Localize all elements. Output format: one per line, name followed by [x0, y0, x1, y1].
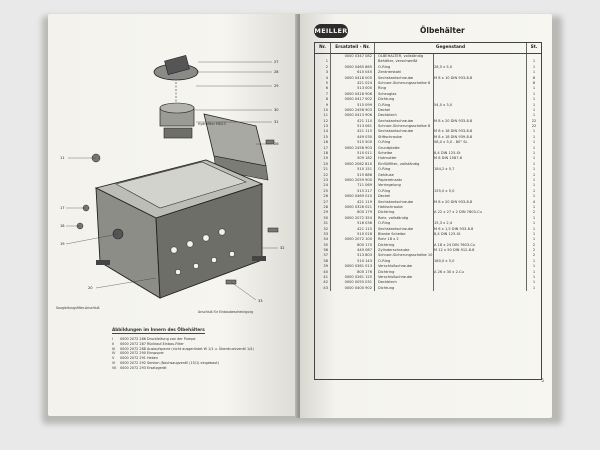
cell-item-nr: 1	[315, 59, 331, 64]
svg-text:17: 17	[60, 206, 65, 210]
cell-quantity: 1	[532, 269, 536, 274]
cell-description	[375, 286, 527, 291]
legend-text: Ersatzgerät	[147, 365, 167, 370]
cell-specification: 58,0 x 3,0 - 80° SL	[434, 140, 468, 145]
cell-specification: M 8 x 18 DIN 933-8.8	[434, 129, 473, 134]
cell-quantity: 1	[532, 59, 536, 64]
cell-quantity: 2	[532, 253, 536, 258]
cell-part-number: 509 182	[331, 156, 375, 161]
cell-specification: M 8 x 18 DIN 939-8.8	[434, 134, 473, 139]
legend-roman: II	[112, 341, 114, 346]
svg-text:20: 20	[88, 286, 93, 290]
cell-part-number: 0000 0465 865	[331, 65, 375, 70]
cell-part-number: 421 110	[331, 119, 375, 124]
svg-text:11: 11	[60, 156, 65, 160]
table-row	[315, 286, 541, 291]
left-page	[48, 14, 298, 416]
cell-part-number: 0000 0417 002	[331, 97, 375, 102]
cell-quantity: 1	[532, 102, 536, 107]
cell-item-nr: 15	[315, 135, 331, 140]
cell-specification: M 6 x 1,5 DIN 933-8.8	[434, 226, 474, 231]
cell-item-nr: 39	[315, 264, 331, 269]
cell-description-text: O-Ring	[378, 259, 434, 264]
right-page	[300, 14, 552, 418]
cell-item-nr: 40	[315, 270, 331, 275]
cell-item-nr: 22	[315, 173, 331, 178]
cell-specification: 8,4 DIN 125-St	[434, 151, 461, 156]
legend-part: 0000 2072 291	[120, 356, 146, 361]
cell-quantity: 1	[532, 140, 536, 145]
legend-part: 0000 2072 287	[120, 341, 146, 346]
legend-text: Druckleitung von der Pumpe	[147, 337, 196, 341]
legend-part: 0000 2072 293	[120, 365, 146, 370]
cell-item-nr: 21	[315, 167, 331, 172]
cell-part-number: 516 036	[331, 221, 375, 226]
cell-quantity: 8	[532, 75, 536, 80]
legend-row	[112, 366, 292, 371]
page-number: 5	[541, 379, 544, 384]
cell-specification: A 26 x 30 x 2-Cu	[434, 269, 464, 274]
cell-quantity: 22	[531, 124, 537, 129]
cell-description-text: Schnorr-Sicherungsscheibe 10	[378, 253, 433, 258]
cell-description-text: O-Ring	[378, 103, 434, 108]
cell-quantity: 1	[532, 188, 536, 193]
cell-part-number: 513 061	[331, 124, 375, 129]
cell-quantity: 4	[532, 199, 536, 204]
cell-quantity: 8	[532, 80, 536, 85]
cell-part-number: 0000 0361 013	[331, 264, 375, 269]
cell-quantity: 1	[532, 258, 536, 263]
cell-part-number: 0000 0416 906	[331, 92, 375, 97]
cell-quantity: 1	[532, 70, 536, 75]
cell-description-text: Ring	[378, 86, 434, 91]
cell-item-nr: 34	[315, 237, 331, 242]
cell-description-text: Einfüllfilter, vollständig	[378, 162, 434, 167]
cell-part-number: 421 115	[331, 227, 375, 232]
legend-roman: VI	[112, 360, 116, 365]
legend-part: 0000 2072 286	[120, 337, 146, 341]
cell-quantity: 1	[532, 129, 536, 134]
cell-item-nr: 24	[315, 183, 331, 188]
cell-item-nr: 30	[315, 216, 331, 221]
cell-quantity: 1	[532, 97, 536, 102]
cell-quantity: 1	[532, 237, 536, 242]
cell-item-nr: 32	[315, 227, 331, 232]
cell-description-text: Dichtring	[378, 270, 434, 275]
cell-specification: M 8 DIN 1587-6	[434, 156, 463, 161]
cell-description-text: Schnorr-Sicherungsscheibe 8	[378, 81, 434, 86]
cell-part-number: 800 170	[331, 243, 375, 248]
cell-specification: M 8 x 20 DIN 933-8.8	[434, 118, 473, 123]
cell-description-text: Scheibe	[378, 151, 434, 156]
cell-description-text: Grundplatte	[378, 146, 434, 151]
cell-description-text: Stiftschraube	[378, 135, 434, 140]
cell-description-text: Verschlußschraube	[378, 275, 434, 280]
legend-roman: III	[112, 346, 115, 351]
svg-text:32: 32	[280, 246, 285, 250]
cell-item-nr: 19	[315, 156, 331, 161]
cell-quantity: 1	[532, 280, 536, 285]
legend-text: Senken (Nachsaugventil (15/1) eingebaut)	[147, 360, 219, 365]
cell-part-number: 0000 0400 902	[331, 286, 375, 291]
cell-description-text: Sechskantschraube	[378, 200, 434, 205]
cell-quantity: 2	[532, 248, 536, 253]
cell-specification: 184,2 x 5,7	[434, 167, 455, 172]
cell-description-text: Deckel	[378, 194, 434, 199]
cell-quantity: 1	[532, 194, 536, 199]
cell-part-number: 513 000	[331, 86, 375, 91]
cell-item-nr: 41	[315, 275, 331, 280]
cell-quantity: 1	[532, 264, 536, 269]
cell-part-number: 515 500	[331, 140, 375, 145]
svg-text:28: 28	[274, 70, 279, 74]
cell-part-number: 0000 0055 031	[331, 280, 375, 285]
legend-text: Einspuper	[147, 351, 164, 356]
parts-table	[314, 42, 542, 380]
cell-specification: 180,0 x 5,0	[434, 258, 455, 263]
legend-rows	[112, 337, 292, 371]
cell-item-nr: 35	[315, 243, 331, 248]
cell-quantity: 1	[532, 64, 536, 69]
cell-item-nr: 17	[315, 146, 331, 151]
cell-item-nr: 18	[315, 151, 331, 156]
header-nr: Nr.	[315, 43, 331, 53]
cell-quantity: 1	[532, 275, 536, 280]
cell-item-nr: 11	[315, 113, 331, 118]
cell-part-number: 0000 0326 021	[331, 205, 375, 210]
cell-part-number: 421 119	[331, 200, 375, 205]
cell-item-nr: 29	[315, 210, 331, 215]
cell-part-number: 510 018	[331, 232, 375, 237]
cell-quantity: 1	[532, 177, 536, 182]
cell-quantity: 1	[532, 145, 536, 150]
cell-quantity: 1	[532, 167, 536, 172]
cell-quantity: 1	[532, 134, 536, 139]
cell-specification: M 8 x 20 DIN 933-8.8	[434, 199, 473, 204]
legend-roman: V	[112, 356, 115, 361]
page-title: Ölbehälter	[420, 26, 465, 35]
cell-part-number: 0000 0469 010	[331, 194, 375, 199]
cell-part-number: 513 803	[331, 253, 375, 258]
cell-specification: 28,5 x 5,0	[434, 64, 453, 69]
cell-part-number: 510 011	[331, 151, 375, 156]
cell-specification: M 8 x 10 DIN 933-8.8	[434, 75, 473, 80]
cell-quantity: 1	[532, 161, 536, 166]
legend-part: 0000 2072 292	[120, 360, 146, 365]
cell-quantity: 1	[532, 285, 536, 290]
cell-description-text: Sechskantschraube	[378, 227, 434, 232]
cell-quantity: 1	[532, 107, 536, 112]
svg-text:33: 33	[258, 299, 263, 303]
cell-description-text: Dichtung	[378, 286, 434, 291]
cell-item-nr: 26	[315, 194, 331, 199]
vent-connection-caption: Anschluß für Einbaubescheinigung	[198, 310, 254, 314]
cell-quantity: 2	[532, 210, 536, 215]
svg-text:26: 26	[274, 142, 279, 146]
cell-quantity: 1	[532, 183, 536, 188]
cell-item-nr: 4	[315, 76, 331, 81]
svg-text:30: 30	[274, 108, 279, 112]
cell-item-nr: 10	[315, 108, 331, 113]
cell-description-text: O-Ring	[378, 167, 434, 172]
cell-description-text: Blanke Scheibe	[378, 232, 434, 237]
svg-text:27: 27	[274, 60, 279, 64]
cell-item-nr: 43	[315, 286, 331, 291]
cell-description-text: Hohlschraube	[378, 205, 434, 210]
cell-part-number: 0000 0347 082	[331, 54, 375, 59]
cell-quantity: 1	[532, 113, 536, 118]
cell-description-text: O-Ring	[378, 65, 434, 70]
oil-tank-exploded-drawing	[56, 48, 292, 318]
cell-item-nr: 7	[315, 92, 331, 97]
cell-description-text: Sechskantschraube	[378, 119, 434, 124]
cell-description-text: Gehäuse	[378, 173, 434, 178]
cell-description-text: Schnorr-Sicherungsscheibe 8	[378, 124, 434, 129]
cell-item-nr: 6	[315, 86, 331, 91]
header-part-number: Ersatzteil - Nr.	[331, 43, 375, 53]
cell-quantity: 2	[532, 242, 536, 247]
legend-roman: VII	[112, 365, 117, 370]
cell-item-nr: 8	[315, 97, 331, 102]
cell-part-number: 0000 2072 354	[331, 216, 375, 221]
cell-part-number: 0000 2062 810	[331, 162, 375, 167]
cell-description-text: Behälter, verschweißt	[378, 59, 434, 64]
cell-description-text: Verriegelung	[378, 183, 434, 188]
cell-specification: M 12 x 50 DIN 912-8.8	[434, 248, 475, 253]
cell-specification: A 22 x 27 x 2 DIN 7603-Cu	[434, 210, 482, 215]
cell-item-nr: 9	[315, 103, 331, 108]
cell-description-text: Dichtung	[378, 97, 434, 102]
svg-text:18: 18	[60, 224, 65, 228]
cell-description-text: Papiereinsatz	[378, 178, 434, 183]
cell-quantity: 1	[532, 151, 536, 156]
cell-description-text: O-Ring	[378, 221, 434, 226]
cell-part-number: 0000 2456 903	[331, 108, 375, 113]
cell-part-number: 510 143	[331, 259, 375, 264]
svg-text:31: 31	[274, 120, 279, 124]
cell-quantity: 22	[531, 118, 537, 123]
cell-item-nr: 12	[315, 119, 331, 124]
cell-part-number: 0000 0413 906	[331, 113, 375, 118]
svg-text:19: 19	[60, 242, 65, 246]
cell-item-nr: 25	[315, 189, 331, 194]
cell-part-number: 449 087	[331, 248, 375, 253]
interior-figures-legend	[112, 327, 292, 371]
cell-item-nr: 23	[315, 178, 331, 183]
cell-description-text: Verschlußschraube	[378, 264, 434, 269]
cell-item-nr: 33	[315, 232, 331, 237]
cell-item-nr: 28	[315, 205, 331, 210]
cell-description-text: Hutmutter	[378, 156, 434, 161]
cell-description-text: Deckblech	[378, 280, 434, 285]
cell-description-text: Dichtring	[378, 210, 434, 215]
cell-quantity: 1	[532, 91, 536, 96]
svg-text:29: 29	[274, 84, 279, 88]
legend-part: 0000 2072 288	[120, 346, 146, 351]
cell-description-text: Deckel	[378, 108, 434, 113]
cell-item-nr: 13	[315, 124, 331, 129]
cell-part-number: 0000 2072 100	[331, 237, 375, 242]
cell-item-nr: 37	[315, 253, 331, 258]
cell-description-text: ÖLBEHÄLTER, vollständig	[378, 54, 434, 59]
cell-item-nr: 14	[315, 129, 331, 134]
cell-part-number: 0000 0418 005	[331, 76, 375, 81]
cell-quantity: 1	[532, 221, 536, 226]
cell-part-number: 800 179	[331, 210, 375, 215]
cell-description-text: Dichtring	[378, 243, 434, 248]
legend-roman: IV	[112, 351, 116, 356]
cell-description-text: Rohr 18 x 2	[378, 237, 434, 242]
cell-description-text: O-Ring	[378, 189, 434, 194]
cell-item-nr: 5	[315, 81, 331, 86]
cell-description-text: Zentrierstahl	[378, 70, 434, 75]
cell-part-number: 421 024	[331, 81, 375, 86]
cell-item-nr: 20	[315, 162, 331, 167]
cell-specification: 155,0 x 5,0	[434, 188, 455, 193]
cell-item-nr: 38	[315, 259, 331, 264]
cell-item-nr: 3	[315, 70, 331, 75]
cell-description-text: Sechskantschraube	[378, 76, 434, 81]
cell-specification: A 18 x 24 DIN 7603-Cu	[434, 242, 476, 247]
cell-quantity: 1	[532, 172, 536, 177]
cell-specification: 54,0 x 3,0	[434, 102, 453, 107]
header-description: Gegenstand	[375, 43, 527, 53]
cell-description-text: Scheuglas	[378, 92, 434, 97]
cell-part-number: 421 115	[331, 129, 375, 134]
cell-item-nr: 42	[315, 280, 331, 285]
parts-table-header	[315, 43, 541, 54]
cell-item-nr: 2	[315, 65, 331, 70]
cell-part-number: 510 151	[331, 167, 375, 172]
cell-description-text: Rohr, vollständig	[378, 216, 434, 221]
legend-part: 0000 2072 290	[120, 351, 146, 356]
cell-item-nr: 31	[315, 221, 331, 226]
legend-roman: I	[112, 337, 113, 341]
cell-item-nr: 36	[315, 248, 331, 253]
cell-specification: 15,3 x 2,4	[434, 221, 453, 226]
cell-specification: 8,4 DIN 125-St	[434, 231, 461, 236]
legend-text: Auslaufsperre (nicht ausgerüstet W 1/1 u. Überdruckventil 1/4)	[147, 346, 254, 351]
legend-title: Abbildungen im Innern des Ölbehälters	[112, 327, 205, 332]
cell-part-number: 0000 0261 125	[331, 275, 375, 280]
cell-description-text: Sechskantschraube	[378, 129, 434, 134]
cell-part-number: 711 069	[331, 183, 375, 188]
cell-part-number: 0000 2059 900	[331, 178, 375, 183]
parts-table-body	[315, 54, 541, 291]
cell-quantity: 1	[532, 86, 536, 91]
legend-text: Rücklauf-Einbau-Filter	[147, 341, 184, 346]
cell-part-number: 0000 2456 903	[331, 146, 375, 151]
cell-part-number: 610 045	[331, 70, 375, 75]
legend-text: Heben	[147, 356, 159, 361]
cell-description-text: O-Ring	[378, 140, 434, 145]
cell-quantity: 1	[532, 215, 536, 220]
cell-item-nr: 27	[315, 200, 331, 205]
cell-quantity: 1	[532, 231, 536, 236]
cell-part-number: 515 686	[331, 173, 375, 178]
outlet-connection-caption: Saugleitungsfilter-Anschluß	[56, 306, 100, 310]
meiller-logo: MEILLER	[314, 24, 348, 38]
cell-part-number: 449 030	[331, 135, 375, 140]
cell-quantity: 1	[532, 226, 536, 231]
header-quantity: St.	[530, 45, 538, 50]
cell-quantity: 1	[532, 156, 536, 161]
cell-part-number: 515 217	[331, 189, 375, 194]
cell-part-number: 800 176	[331, 270, 375, 275]
cell-description-text: Zylinderschraube	[378, 248, 434, 253]
cell-specification	[434, 286, 524, 291]
hydrofilter-caption: Hydrofilter M6/13	[198, 122, 226, 126]
cell-item-nr: 16	[315, 140, 331, 145]
cell-quantity: 1	[532, 204, 536, 209]
cell-part-number: 515 099	[331, 103, 375, 108]
cell-description-text: Deckblech	[378, 113, 434, 118]
